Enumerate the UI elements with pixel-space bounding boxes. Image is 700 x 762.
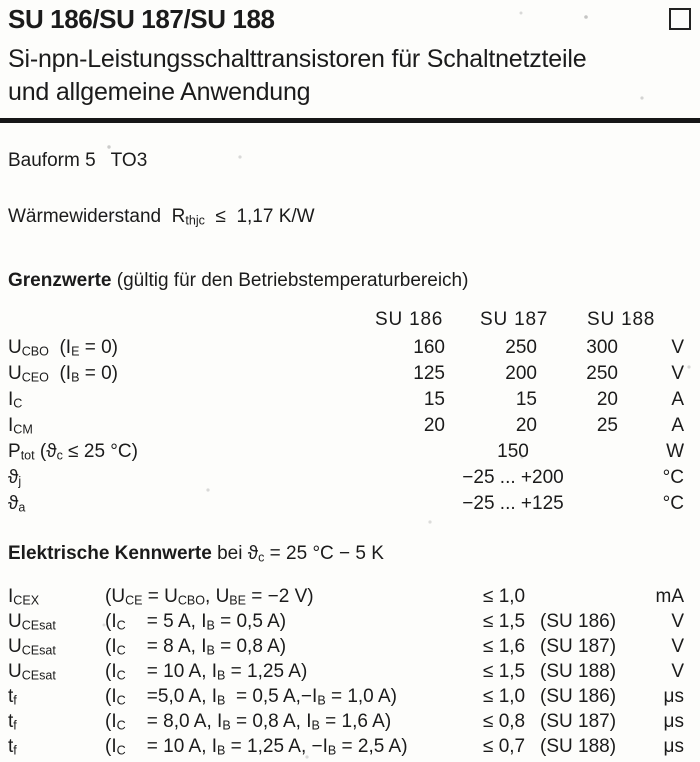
row-device: (SU 188) xyxy=(540,736,617,757)
table-row-uceo xyxy=(0,363,692,389)
row-device: (SU 187) xyxy=(540,636,617,657)
row-symbol: $t_f$ xyxy=(8,736,17,758)
unit: μs xyxy=(663,711,684,732)
limits-heading-rest: (gültig für den Betriebstemperaturbereich) xyxy=(111,270,469,291)
unit: V xyxy=(671,337,684,358)
divider-rule xyxy=(0,118,700,123)
unit: °C xyxy=(662,493,684,514)
thermal-resistance-line: Wärmewiderstand $R_{thjc} \le 1,17$ K/W xyxy=(8,206,315,228)
corner-square-icon xyxy=(669,8,691,30)
row-conditions: ($I_C$ = 10 A, $I_B = 1,25$ A, $-I_B = 2,5$ A) xyxy=(105,736,408,758)
value-su188: 20 xyxy=(596,389,618,410)
table-row-ptot xyxy=(0,441,692,467)
row-conditions: ($I_C$ = 8,0 A, $I_B = 0,8$ A, $I_B = 1,6$ A) xyxy=(105,711,392,733)
unit: V xyxy=(671,363,684,384)
row-symbol: $t_f$ xyxy=(8,686,17,708)
row-symbol: $I_{CEX}$ xyxy=(8,586,40,608)
value-su187: 20 xyxy=(515,415,537,436)
unit: V xyxy=(671,611,684,632)
row-conditions: ($I_C$ = 8 A, $I_B = 0,8$ A) xyxy=(105,636,287,658)
table-row-icm xyxy=(0,415,692,441)
table-row-tf-3 xyxy=(0,736,692,761)
subtitle-line-1: Si-npn-Leistungsschalttransistoren für Schaltnetzteile xyxy=(8,45,587,73)
value-su186: 15 xyxy=(423,389,445,410)
row-limit: ≤ 1,6 xyxy=(483,636,526,657)
unit: μs xyxy=(663,736,684,757)
shared-value: 150 xyxy=(497,441,529,462)
value-su186: 125 xyxy=(413,363,445,384)
table-row-ucbo xyxy=(0,337,692,363)
subtitle-line-2: und allgemeine Anwendung xyxy=(8,78,311,106)
value-su186: 20 xyxy=(423,415,445,436)
row-symbol: $t_f$ xyxy=(8,711,17,733)
row-limit: ≤ 1,0 xyxy=(483,586,526,607)
limits-section-heading xyxy=(8,270,468,292)
electrical-heading-bold: Elektrische Kennwerte xyxy=(8,543,212,564)
table-row-icex xyxy=(0,586,692,611)
value-su187: 200 xyxy=(505,363,537,384)
row-label: $I_{CM}$ xyxy=(8,415,33,437)
unit: °C xyxy=(662,467,684,488)
row-label: $U_{CEO}$ $(I_B = 0)$ xyxy=(8,363,118,385)
package-name: TO3 xyxy=(110,150,148,171)
row-label: $ϑ_a$ xyxy=(8,493,26,515)
table-row-tf-2 xyxy=(0,711,692,736)
row-label: $P_{tot}$ ($ϑ_c \le 25$ °C) xyxy=(8,441,138,463)
row-conditions: ($U_{CE} = U_{CBO}$, $U_{BE} = -2$ V) xyxy=(105,586,314,608)
unit: A xyxy=(671,389,684,410)
table-row-ic xyxy=(0,389,692,415)
subtitle xyxy=(8,43,586,109)
row-limit: ≤ 0,7 xyxy=(483,736,526,757)
row-symbol: $U_{CEsat}$ xyxy=(8,661,56,683)
row-device: (SU 188) xyxy=(540,661,617,682)
row-limit: ≤ 1,0 xyxy=(483,686,526,707)
value-su188: 300 xyxy=(586,337,618,358)
row-symbol: $U_{CEsat}$ xyxy=(8,611,56,633)
column-header-su187: SU 187 xyxy=(480,309,549,330)
column-header-su186: SU 186 xyxy=(375,309,444,330)
page-title: SU 186/SU 187/SU 188 xyxy=(8,4,275,34)
table-row-theta-a xyxy=(0,493,692,519)
electrical-table xyxy=(0,586,692,761)
row-label: $ϑ_j$ xyxy=(8,467,22,489)
table-row-theta-j xyxy=(0,467,692,493)
value-su188: 250 xyxy=(586,363,618,384)
row-device: (SU 186) xyxy=(540,611,617,632)
value-su188: 25 xyxy=(596,415,618,436)
limits-heading-bold: Grenzwerte xyxy=(8,270,112,291)
value-su187: 15 xyxy=(515,389,537,410)
row-device xyxy=(540,586,632,611)
shared-value: −25 ... +200 xyxy=(462,467,564,488)
electrical-section-heading xyxy=(8,543,384,565)
row-label: $U_{CBO}$ $(I_E = 0)$ xyxy=(8,337,118,359)
row-device: (SU 187) xyxy=(540,711,617,732)
unit: V xyxy=(671,661,684,682)
electrical-heading-rest: bei $ϑ_c = 25$ °C − 5 K xyxy=(211,543,384,565)
unit: μs xyxy=(663,686,684,707)
row-label: $I_C$ xyxy=(8,389,23,411)
limits-table xyxy=(0,309,692,519)
row-conditions: ($I_C$ =5,0 A, $I_B = 0,5$ $A,-I_B = 1,0$ A) xyxy=(105,686,397,708)
unit: mA xyxy=(655,586,684,607)
column-header-su188: SU 188 xyxy=(587,309,656,330)
limits-table-header xyxy=(0,309,692,337)
row-conditions: ($I_C$ = 10 A, $I_B = 1,25$ A) xyxy=(105,661,308,683)
value-su187: 250 xyxy=(505,337,537,358)
unit: A xyxy=(671,415,684,436)
shared-value: −25 ... +125 xyxy=(462,493,564,514)
row-limit: ≤ 0,8 xyxy=(483,711,526,732)
value-su186: 160 xyxy=(413,337,445,358)
row-device: (SU 186) xyxy=(540,686,617,707)
row-symbol: $U_{CEsat}$ xyxy=(8,636,56,658)
table-row-ucesat-3 xyxy=(0,661,692,686)
row-limit: ≤ 1,5 xyxy=(483,611,526,632)
table-row-ucesat-1 xyxy=(0,611,692,636)
row-limit: ≤ 1,5 xyxy=(483,661,526,682)
row-conditions: ($I_C$ = 5 A, $I_B = 0,5$ A) xyxy=(105,611,287,633)
bauform-label: Bauform 5 xyxy=(8,150,96,171)
unit: W xyxy=(666,441,684,462)
table-row-ucesat-2 xyxy=(0,636,692,661)
scan-specks xyxy=(0,0,2,2)
unit: V xyxy=(671,636,684,657)
table-row-tf-1 xyxy=(0,686,692,711)
package-info xyxy=(8,150,147,172)
